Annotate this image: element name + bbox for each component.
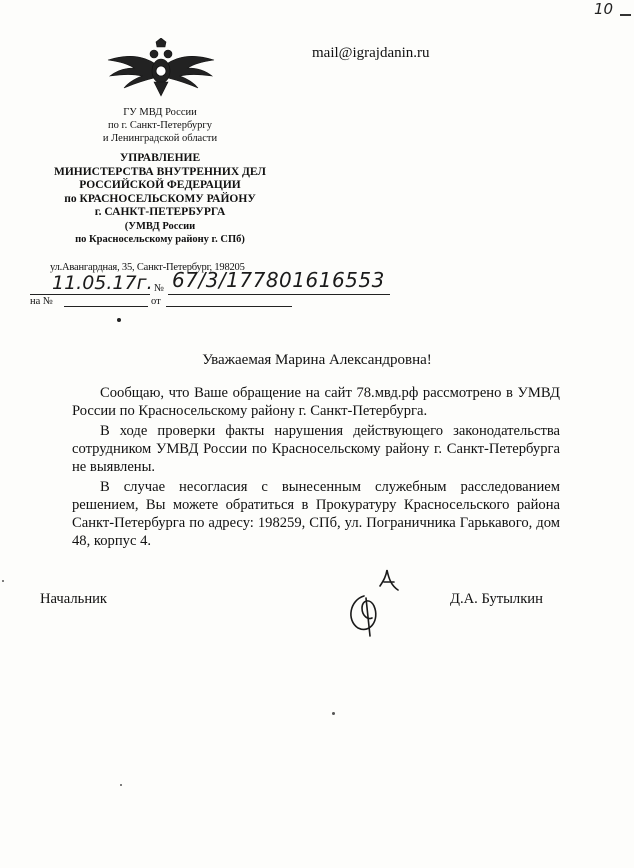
handwritten-date: 11.05.17г. bbox=[52, 272, 153, 294]
scan-speck bbox=[120, 784, 122, 786]
email-address: mail@igrajdanin.ru bbox=[312, 45, 430, 61]
department-line: (УМВД России bbox=[124, 220, 196, 232]
scan-speck bbox=[2, 580, 4, 582]
department-line: МИНИСТЕРСТВА ВНУТРЕННИХ ДЕЛ bbox=[53, 165, 267, 178]
handwritten-number: 67/3/177801616553 bbox=[172, 268, 385, 292]
salutation: Уважаемая Марина Александровна! bbox=[202, 352, 432, 368]
body-paragraph: В случае несогласия с вынесенным служебным расследованием решением, Вы можете обратиться в Прокуратуру Красносельского района Санкт-Петербурга по адресу: 198259, СПб, ул. Пограничника Гарькавого, дом 48, корпус 4. bbox=[72, 479, 560, 549]
gu-mvd-block bbox=[40, 106, 280, 145]
body-paragraph: Сообщаю, что Ваше обращение на сайт 78.мвд.рф рассмотрено в УМВД России по Красносельскому району г. Санкт-Петербурга. bbox=[72, 385, 560, 419]
na-number-label: на № bbox=[30, 296, 53, 307]
gu-line: по г. Санкт-Петербургу bbox=[108, 120, 212, 131]
department-address: ул.Авангардная, 35, Санкт-Петербург, 198205 bbox=[50, 262, 245, 273]
signer-name: Д.А. Бутылкин bbox=[450, 591, 543, 607]
body-paragraph: В ходе проверки факты нарушения действующего законодательства сотрудником УМВД России по Красносельскому району г. Санкт-Петербурга не выявлены. bbox=[72, 423, 560, 475]
department-header bbox=[22, 152, 298, 247]
department-line: г. САНКТ-ПЕТЕРБУРГА bbox=[94, 206, 226, 218]
department-line: по Красносельскому району г. СПб) bbox=[75, 234, 245, 245]
gu-line: ГУ МВД России bbox=[123, 107, 197, 118]
handwritten-signature-icon bbox=[340, 560, 420, 640]
number-label: № bbox=[154, 283, 165, 294]
mvd-emblem-icon bbox=[104, 38, 218, 100]
department-line: УПРАВЛЕНИЕ bbox=[119, 152, 201, 164]
signer-position: Начальник bbox=[40, 591, 108, 607]
number-underline bbox=[168, 294, 390, 295]
ink-dot bbox=[117, 318, 121, 322]
scan-speck bbox=[332, 712, 335, 715]
date-underline bbox=[30, 294, 150, 295]
letter-body bbox=[72, 384, 560, 552]
reference-block bbox=[30, 268, 390, 312]
handwritten-page-number: 10 bbox=[594, 0, 614, 18]
department-line: РОССИЙСКОЙ ФЕДЕРАЦИИ bbox=[79, 179, 241, 191]
department-line: по КРАСНОСЕЛЬСКОМУ РАЙОНУ bbox=[64, 192, 256, 205]
gu-line: и Ленинградской области bbox=[102, 133, 218, 144]
na-number-underline bbox=[64, 306, 148, 307]
ot-label: от bbox=[151, 296, 161, 307]
page-number-dash bbox=[620, 14, 631, 16]
ot-underline bbox=[166, 306, 292, 307]
